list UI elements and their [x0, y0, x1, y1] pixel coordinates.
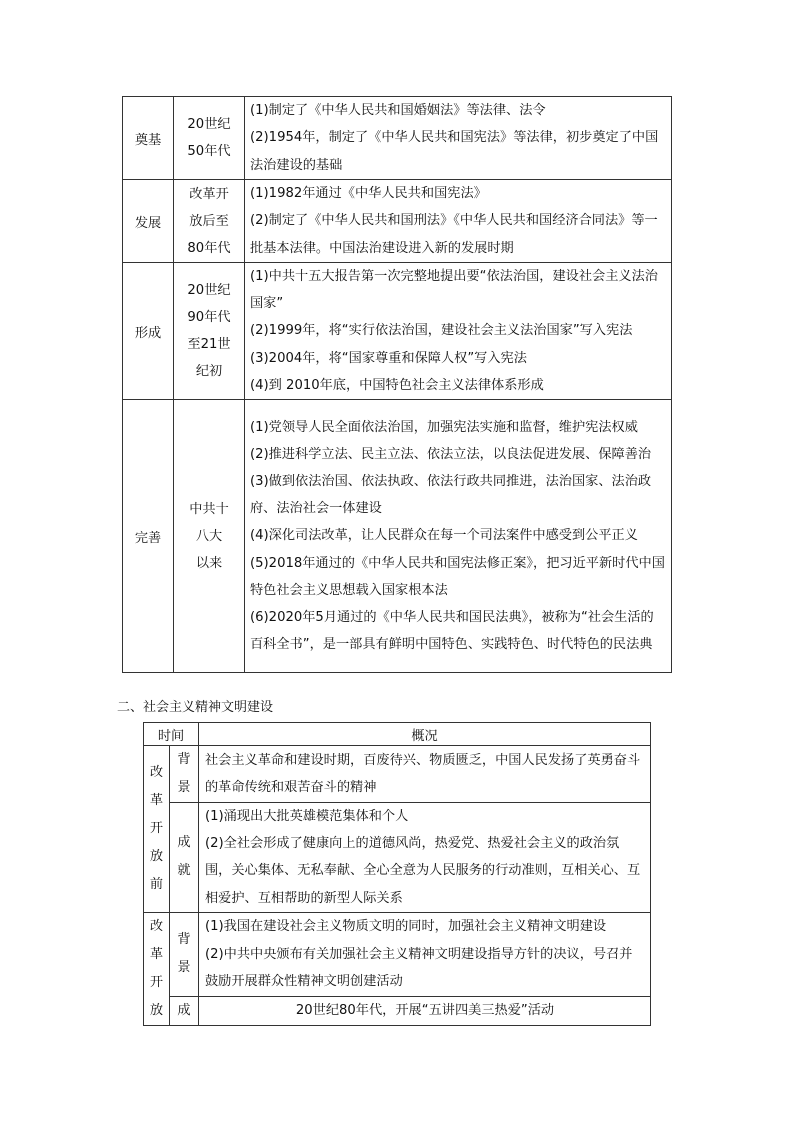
time-line: 20世纪 [187, 283, 231, 298]
header-time: 时间 [144, 723, 199, 746]
spiritual-civilization-table [143, 722, 651, 1026]
time-cell [174, 400, 245, 673]
time-line: 80年代 [187, 240, 231, 256]
list-item: (4)到 2010年底，中国特色社会主义法律体系形成 [250, 377, 544, 393]
description-cell [199, 912, 651, 996]
list-item: (3)做到依法治国、依法执政、依法行政共同推进，法治国家、法治政府、法治社会一体建设 [250, 474, 652, 517]
time-line: 中共十 [189, 501, 229, 517]
stage-cell: 奠基 [123, 97, 174, 180]
list-item: (3)2004年，将“国家尊重和保障人权”写入宪法 [250, 350, 527, 366]
items-cell [245, 180, 672, 263]
stage-cell: 完善 [123, 400, 174, 673]
table-row [144, 912, 651, 996]
era-char: 开 [149, 974, 164, 990]
sub-char: 背 [177, 932, 191, 948]
time-line: 八大 [195, 528, 223, 544]
era-char: 改 [149, 918, 164, 934]
list-item: (2)1999年，将“实行依法治国，建设社会主义法治国家”写入宪法 [250, 323, 633, 339]
header-overview: 概况 [199, 723, 651, 746]
list-item: (6)2020年5月通过的《中华人民共和国民法典》，被称为“社会生活的百科全书”，是一部具有鲜明中国特色、实践特色、时代特色的民法典 [250, 610, 654, 653]
subcategory-label [170, 912, 199, 996]
table-row [144, 996, 651, 1025]
sub-char: 背 [177, 752, 191, 767]
list-item: (2)全社会形成了健康向上的道德风尚，热爱党、热爱社会主义的政治氛围，关心集体、无私奉献、全心全意为人民服务的行动准则，互相关心、互相爱护、互相帮助的新型人际关系 [205, 836, 641, 906]
time-line: 20世纪 [187, 117, 231, 132]
time-cell [174, 180, 245, 263]
time-line: 至21世 [187, 337, 231, 352]
list-item: (5)2018年通过的《中华人民共和国宪法修正案》，把习近平新时代中国特色社会主义思想载入国家根本法 [250, 555, 665, 598]
era-char: 革 [149, 946, 164, 962]
stage-cell: 形成 [123, 263, 174, 400]
time-line: 纪初 [195, 364, 223, 379]
table-row [123, 180, 672, 263]
table-row [123, 400, 672, 673]
items-cell [245, 263, 672, 400]
sub-char: 景 [177, 780, 191, 795]
sub-char: 成 [177, 1002, 191, 1018]
sub-char: 景 [177, 960, 191, 976]
era-char: 改 [149, 764, 164, 780]
description-cell: 社会主义革命和建设时期，百废待兴、物质匮乏，中国人民发扬了英勇奋斗的革命传统和艰苦奋斗的精神 [199, 746, 651, 803]
table-header-row [144, 723, 651, 746]
table-row [123, 97, 672, 180]
items-cell [245, 97, 672, 180]
stage-cell: 发展 [123, 180, 174, 263]
legal-development-table [122, 96, 672, 673]
subcategory-label [170, 746, 199, 803]
era-char: 放 [149, 848, 164, 864]
time-line: 放后至 [189, 213, 229, 229]
era-char: 放 [149, 1002, 164, 1018]
description-cell [199, 803, 651, 913]
era-char: 革 [149, 792, 164, 808]
description-cell: 20世纪80年代，开展“五讲四美三热爱”活动 [199, 996, 651, 1025]
list-item: (2)1954年，制定了《中华人民共和国宪法》等法律，初步奠定了中国法治建设的基础 [250, 130, 659, 173]
list-item: (1)党领导人民全面依法治国，加强宪法实施和监督，维护宪法权威 [250, 419, 638, 435]
table-row [123, 263, 672, 400]
list-item: (1)中共十五大报告第一次完整地提出要“依法治国，建设社会主义法治国家” [250, 269, 658, 312]
list-item: (1)我国在建设社会主义物质文明的同时，加强社会主义精神文明建设 [205, 919, 607, 935]
list-item: (4)深化司法改革，让人民群众在每一个司法案件中感受到公平正义 [250, 528, 638, 544]
time-line: 改革开 [189, 186, 229, 202]
time-line: 以来 [195, 555, 223, 571]
table-row [144, 803, 651, 913]
time-cell [174, 263, 245, 400]
sub-char: 就 [177, 863, 191, 879]
list-item: (1)涌现出大批英雄模范集体和个人 [205, 809, 409, 824]
subcategory-label [170, 803, 199, 913]
list-item: (1)1982年通过《中华人民共和国宪法》 [250, 186, 487, 202]
era-char: 前 [149, 876, 164, 892]
table-row [144, 746, 651, 803]
list-item: (1)制定了《中华人民共和国婚姻法》等法律、法令 [250, 103, 546, 119]
list-item: (2)制定了《中华人民共和国刑法》《中华人民共和国经济合同法》等一批基本法律。中国法治建设进入新的发展时期 [250, 213, 658, 256]
list-item: (2)中共中央颁布有关加强社会主义精神文明建设指导方针的决议，号召并鼓励开展群众性精神文明创建活动 [205, 946, 633, 989]
era-label [144, 746, 170, 913]
era-label [144, 912, 170, 1025]
time-cell [174, 97, 245, 180]
era-char: 开 [149, 820, 164, 836]
time-line: 90年代 [187, 310, 231, 325]
time-line: 50年代 [187, 144, 231, 159]
sub-char: 成 [177, 835, 191, 851]
items-cell [245, 400, 672, 673]
list-item: (2)推进科学立法、民主立法、依法立法，以良法促进发展、保障善治 [250, 446, 652, 462]
section-heading: 二、社会主义精神文明建设 [117, 700, 274, 715]
subcategory-label [170, 996, 199, 1025]
